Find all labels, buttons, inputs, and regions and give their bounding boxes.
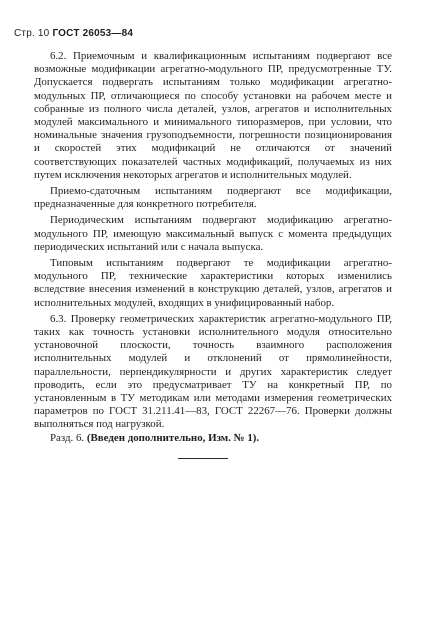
paragraph-periodic-tests: Периодическим испытаниям подвергают модификацию агрегатно-модульного ПР, имеющую максимальный выпуск с момента предыдущих периодических испытаний или с начала выпуска. (34, 214, 392, 253)
section-ref: Разд. 6. (50, 431, 85, 444)
section-amendment-note (34, 432, 392, 445)
end-divider (178, 458, 228, 459)
standard-designation: ГОСТ 26053—84 (52, 28, 134, 39)
paragraph-6-2: 6.2. Приемочным и квалификационным испытаниям подвергают все возможные модификации агрегатно-модульного ПР, предусмотренные ТУ. Допускается подвергать испытаниям только модификации агрегатно-модульных ПР, отличающиеся по способу установки на рабочем месте и собранные из полного числа деталей, узлов, агрегатов и исполнительных модулей максимального и минимального типоразмеров, при условии, что номинальные значения грузоподъемности, погрешности позиционирования и скоростей этих модификаций не отличаются от значений соответствующих показателей частных модификаций, получаемых из них путем исключения некоторых агрегатов и исполнительных модулей. (34, 50, 392, 181)
page-header (14, 28, 133, 39)
paragraph-type-tests: Типовым испытаниям подвергают те модификации агрегатно-модульного ПР, технические характеристики которых изменились вследствие внесения изменений в конструкцию деталей, узлов, агрегатов и исполнительных модулей, входящих в унифицированный набор. (34, 257, 392, 309)
document-body (34, 50, 392, 445)
paragraph-acceptance-tests: Приемо-сдаточным испытаниям подвергают все модификации, предназначенные для конкретного потребителя. (34, 185, 392, 211)
page-number: Стр. 10 (14, 28, 50, 39)
amendment-text: (Введен дополнительно, Изм. № 1). (86, 431, 260, 444)
paragraph-6-3: 6.3. Проверку геометрических характеристик агрегатно-модульного ПР, таких как точность установки исполнительного модуля относительно установочной плоскости, точность взаимного расположения исполнительных модулей и отклонений от прямолинейности, параллельности, перпендикулярности и других характеристик следует проводить, если это предусматривает ТУ на конкретный ПР, по установленным в ТУ методикам или методами измерения геометрических параметров по ГОСТ 31.211.41—83, ГОСТ 22267—76. Проверки должны выполняться под нагрузкой. (34, 312, 392, 431)
